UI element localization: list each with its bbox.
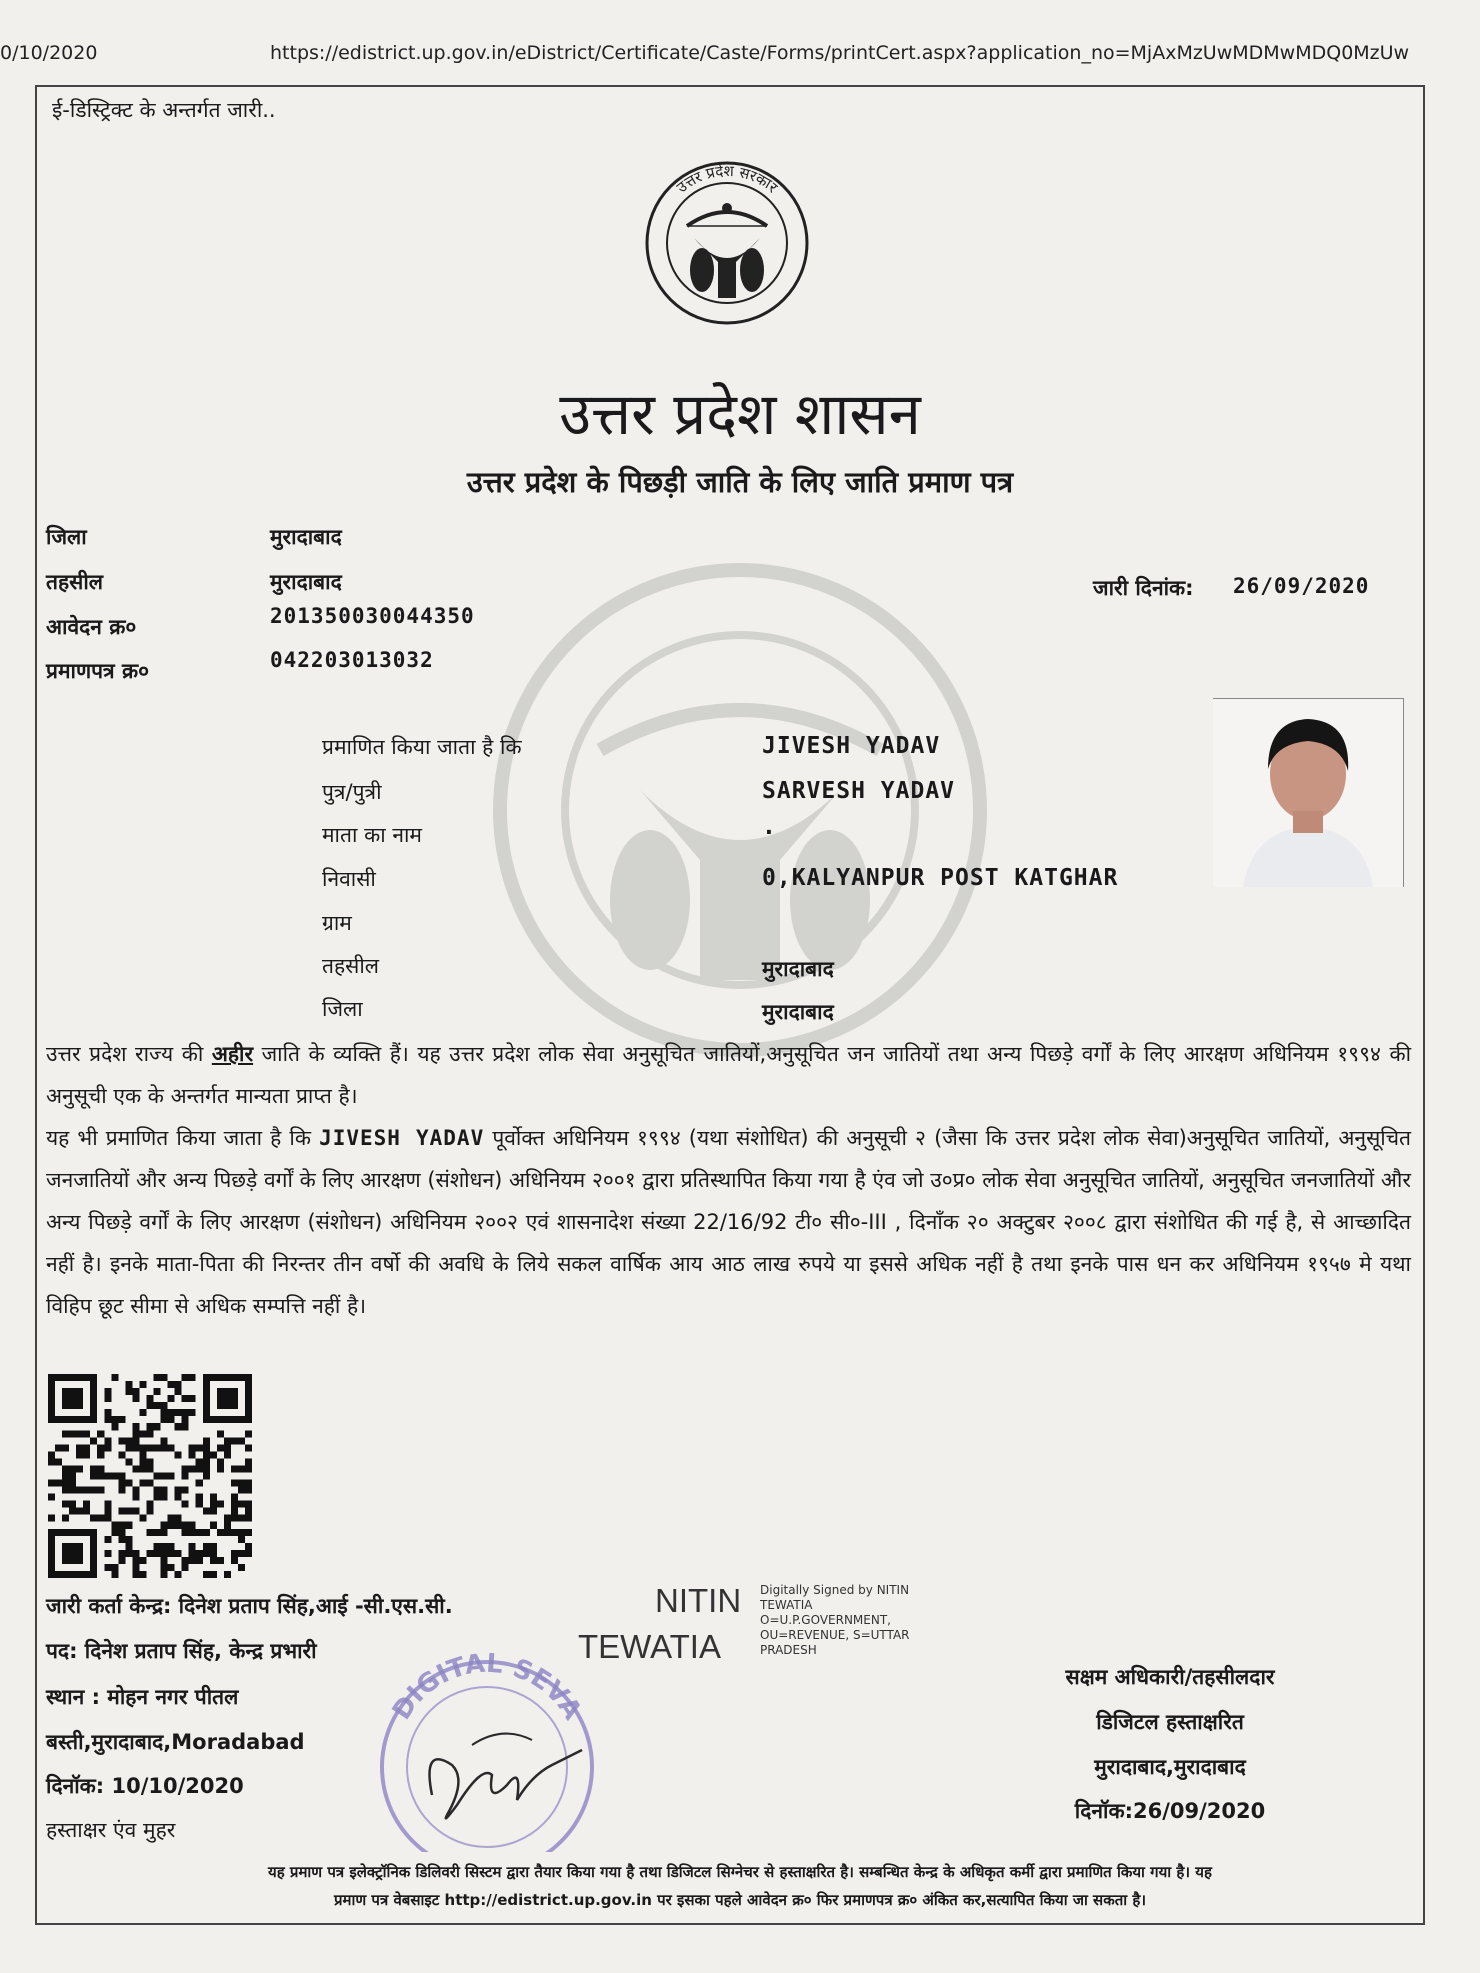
issued-under-text: ई-डिस्ट्रिक्ट के अन्तर्गत जारी..	[52, 98, 276, 122]
father-name: SARVESH YADAV	[762, 778, 956, 804]
para2-applicant-name: JIVESH YADAV	[319, 1126, 485, 1150]
para1-end: जाति के व्यक्ति हैं। यह उत्तर प्रदेश लोक सेवा अनुसूचित जातियों,अनुसूचित जन जातियों तथा अन्य पिछड़े वर्गों के लिए आरक्षण अधिनियम १९९४ की अनुसूची एक के अन्तर्गत मान्यता प्राप्त है।	[46, 1042, 1412, 1108]
tehsil-label: तहसील	[46, 570, 103, 594]
sig-meta-line: PRADESH	[760, 1643, 817, 1657]
government-title: उत्तर प्रदेश शासन	[559, 380, 921, 448]
application-no-value: 201350030044350	[270, 604, 475, 628]
competent-authority: सक्षम अधिकारी/तहसीलदार	[1065, 1665, 1275, 1689]
applicant-photo	[1213, 698, 1404, 887]
mother-name: .	[762, 814, 777, 840]
application-no-label: आवेदन क्र०	[46, 615, 137, 639]
svg-text:DIGITAL SEVA: DIGITAL SEVA	[386, 1652, 588, 1726]
issuer-date: दिनॉक: 10/10/2020	[46, 1774, 244, 1798]
son-daughter-label: पुत्र/पुत्री	[322, 780, 382, 804]
resident-label: निवासी	[322, 867, 376, 891]
footer-line-1: यह प्रमाण पत्र इलेक्ट्रॉनिक डिलिवरी सिस्टम द्वारा तैयार किया गया है तथा डिजिटल सिग्नेचर से हस्ताक्षरित है। सम्बन्धित केन्द्र के अधिकृत कर्मी द्वारा प्रमाणित किया गया है। यह	[268, 1863, 1212, 1881]
certificate-no-label: प्रमाणपत्र क्र०	[46, 659, 150, 683]
certificate-body	[46, 1033, 1411, 1327]
sig-meta-line: O=U.P.GOVERNMENT,	[760, 1613, 891, 1627]
certificate-no-value: 042203013032	[270, 648, 434, 672]
para2-start: यह भी प्रमाणित किया जाता है कि	[46, 1126, 320, 1150]
issuer-place-2: बस्ती,मुरादाबाद,Moradabad	[46, 1730, 305, 1754]
tehsil-value: मुरादाबाद	[270, 570, 342, 594]
person-district-label: जिला	[322, 997, 363, 1021]
signature-seal-label: हस्ताक्षर एंव मुहर	[46, 1818, 176, 1842]
certified-that-label: प्रमाणित किया जाता है कि	[322, 735, 522, 759]
verification-qr-code	[48, 1374, 252, 1578]
print-date: 0/10/2020	[0, 42, 98, 64]
district-label: जिला	[46, 525, 87, 549]
emblem-ring-text	[632, 158, 822, 328]
sig-meta-line: OU=REVENUE, S=UTTAR	[760, 1628, 910, 1642]
handwritten-signature	[412, 1705, 592, 1835]
mother-name-label: माता का नाम	[322, 823, 422, 847]
person-tehsil-label: तहसील	[322, 954, 379, 978]
issuer-post: पद: दिनेश प्रताप सिंह, केन्द्र प्रभारी	[46, 1639, 317, 1663]
digitally-signed-label: डिजिटल हस्ताक्षरित	[1096, 1710, 1244, 1734]
issue-date-value: 26/09/2020	[1233, 574, 1370, 598]
digital-signature-details	[760, 1583, 909, 1658]
sig-meta-line: TEWATIA	[760, 1598, 813, 1612]
authority-date: दिनॉक:26/09/2020	[1074, 1799, 1266, 1823]
issuer-place-1: स्थान : मोहन नगर पीतल	[46, 1685, 239, 1709]
issue-date-label: जारी दिनांक:	[1093, 576, 1194, 600]
signer-last-name: TEWATIA	[578, 1628, 721, 1665]
person-tehsil-value: मुरादाबाद	[762, 957, 834, 981]
issuing-center: जारी कर्ता केन्द्र: दिनेश प्रताप सिंह,आई -सी.एस.सी.	[46, 1594, 453, 1618]
certificate-footer	[40, 1858, 1440, 1914]
caste-name: अहीर	[211, 1042, 254, 1066]
applicant-name: JIVESH YADAV	[762, 733, 941, 759]
village-label: ग्राम	[322, 911, 352, 935]
signer-first-name: NITIN	[655, 1582, 742, 1619]
paragraph-caste	[46, 1033, 1411, 1117]
print-url: https://edistrict.up.gov.in/eDistrict/Certificate/Caste/Forms/printCert.aspx?application_no=MjAxMzUwMDMwMDQ0MzUw	[270, 42, 1410, 64]
sig-meta-line: Digitally Signed by NITIN	[760, 1583, 910, 1597]
certificate-title: उत्तर प्रदेश के पिछड़ी जाति के लिए जाति प्रमाण पत्र	[466, 465, 1014, 499]
authority-location: मुरादाबाद,मुरादाबाद	[1094, 1755, 1246, 1779]
footer-line-2: प्रमाण पत्र वेबसाइट http://edistrict.up.gov.in पर इसका पहले आवेदन क्र० फिर प्रमाणपत्र क्र० अंकित कर,सत्यापित किया जा सकता है।	[333, 1891, 1147, 1909]
paragraph-creamy-layer	[46, 1117, 1411, 1327]
emblem-watermark	[420, 560, 1060, 1060]
para2-end: पूर्वोक्त अधिनियम १९९४ (यथा संशोधित) की अनुसूची २ (जैसा कि उत्तर प्रदेश लोक सेवा)अनुसूचित जातियों, अनुसूचित जनजातियों और अन्य पिछड़े वर्गों के लिए आरक्षण (संशोधन) अधिनियम २००१ द्वारा प्रतिस्थापित किया गया है एंव जो उ०प्र० लोक सेवा अनुसूचित जातियों, अनुसूचित जनजातियों और अन्य पिछड़े वर्गों के लिए आरक्षण (संशोधन) अधिनियम २००२ एवं शासनादेश संख्या 22/16/92 टी० सी०-III , दिनाँक २० अक्टुबर २००८ द्वारा संशोधित की गई है, से आच्छादित नहीं है। इनके माता-पिता की निरन्तर तीन वर्षो की अवधि के लिये सकल वार्षिक आय आठ लाख रुपये या इससे अधिक नहीं है तथा इनके पास धन कर अधिनियम १९५७ मे यथा विहिप छूट सीमा से अधिक सम्पत्ति नहीं है।	[46, 1126, 1412, 1318]
para1-start: उत्तर प्रदेश राज्य की	[46, 1042, 212, 1066]
district-value: मुरादाबाद	[270, 525, 342, 549]
svg-text:उत्तर प्रदेश सरकार: उत्तर प्रदेश सरकार	[673, 161, 782, 197]
person-district-value: मुरादाबाद	[762, 1000, 834, 1024]
resident-address: 0,KALYANPUR POST KATGHAR	[762, 865, 1119, 891]
